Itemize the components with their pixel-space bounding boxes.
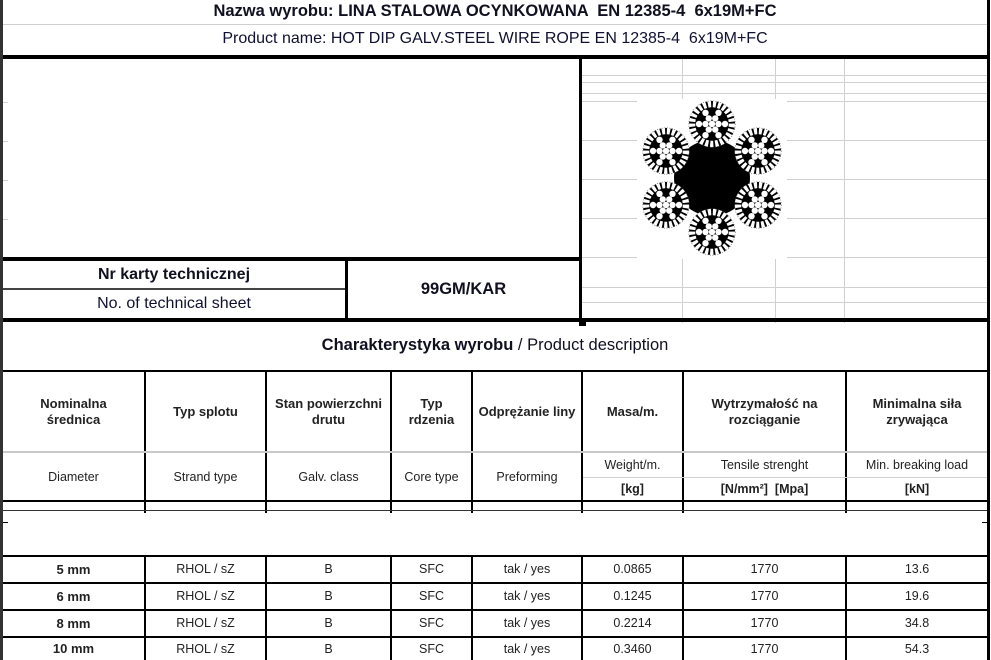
cell-weight: 0.2214: [613, 616, 652, 630]
cell-diameter: 8 mm: [56, 615, 91, 631]
cell-breaking: 13.6: [904, 562, 930, 576]
grid-line: [582, 75, 987, 76]
cell-diameter: 6 mm: [56, 588, 91, 604]
sheet-label-en: No. of technical sheet: [97, 294, 251, 312]
col-sub-breaking: Min. breaking load: [865, 457, 969, 472]
col-header-core: Typ rdzenia: [408, 395, 455, 427]
col-header-weight: Masa/m.: [606, 403, 659, 419]
sheet-number: 99GM/KAR: [420, 279, 507, 298]
section-title: [3, 322, 987, 370]
cell-breaking: 54.3: [904, 641, 930, 656]
cell-breaking: 19.6: [904, 589, 930, 603]
cell-strand: RHOL / sZ: [176, 641, 235, 656]
cell-tensile: 1770: [750, 589, 779, 603]
spacer-cover: [3, 502, 987, 510]
col-line: [845, 555, 847, 660]
row-tick: [3, 102, 8, 103]
col-header-galv: Stan powierzchni drutu: [275, 395, 382, 427]
cell-strand: RHOL / sZ: [176, 616, 235, 630]
grid-line: [582, 302, 987, 303]
col-line: [581, 555, 583, 660]
col-sub-strand: Strand type: [173, 469, 238, 484]
cell-galv: B: [324, 589, 333, 603]
cell-preforming: tak / yes: [503, 562, 551, 576]
rope-image: [637, 99, 787, 259]
cell-galv: B: [324, 562, 333, 576]
cell-core: SFC: [419, 641, 444, 656]
cell-diameter: 10 mm: [52, 641, 95, 657]
cell-core: SFC: [419, 562, 444, 576]
cell-weight: 0.3460: [613, 641, 652, 656]
cell-tensile: 1770: [750, 641, 779, 656]
col-unit-breaking: [kN]: [904, 482, 930, 496]
col-sub-core: Core type: [404, 469, 459, 484]
col-stub: [845, 502, 847, 513]
image-area: [582, 59, 987, 323]
col-stub: [390, 502, 392, 513]
cell-weight: 0.0865: [613, 562, 652, 576]
cell-tensile: 1770: [750, 562, 779, 576]
row-tick: [3, 219, 8, 220]
grid-line: [844, 59, 845, 323]
col-header-strand: Typ splotu: [173, 403, 238, 419]
col-line: [390, 555, 392, 660]
spacer-top-line: [3, 510, 987, 511]
col-stub: [682, 502, 684, 513]
spacer-cover: [3, 513, 987, 555]
section-title-pl: Charakterystyka wyrobu: [321, 336, 514, 355]
col-stub: [581, 502, 583, 513]
section-title-en: / Product description: [513, 336, 669, 355]
logo-area: [3, 59, 579, 259]
col-stub: [265, 502, 267, 513]
col-sub-tensile: Tensile strenght: [720, 457, 809, 472]
product-title-en: Product name: HOT DIP GALV.STEEL WIRE ROPE EN 12385-4 6x19M+FC: [222, 30, 768, 48]
col-unit-tensile: [N/mm²] [Mpa]: [720, 482, 809, 496]
cell-strand: RHOL / sZ: [176, 589, 235, 603]
cell-preforming: tak / yes: [503, 641, 551, 656]
left-border-top: [0, 0, 3, 660]
cell-tensile: 1770: [750, 616, 779, 630]
row-tick: [3, 141, 8, 142]
col-stub: [471, 502, 473, 513]
col-header-diameter: Nominalna średnica: [40, 395, 107, 427]
col-header-breaking: Minimalna siła zrywająca: [872, 395, 962, 427]
right-border-top: [987, 0, 990, 660]
cell-diameter: 5 mm: [56, 561, 91, 577]
col-sub-weight: Weight/m.: [604, 457, 661, 472]
cell-core: SFC: [419, 589, 444, 603]
row-tick: [3, 180, 8, 181]
col-sub-preforming: Preforming: [496, 469, 558, 484]
col-line: [265, 555, 267, 660]
grid-line: [582, 82, 987, 83]
cell-breaking: 34.8: [904, 616, 930, 630]
cell-weight: 0.1245: [613, 589, 652, 603]
col-line: [144, 555, 146, 660]
cell-galv: B: [324, 616, 333, 630]
wire-rope-cross-section-icon: [637, 99, 787, 259]
grid-line: [582, 287, 987, 288]
col-header-preforming: Odprężanie liny: [478, 403, 576, 419]
col-header-tensile: Wytrzymałość na rozciąganie: [711, 395, 818, 427]
sheet-label-pl: Nr karty technicznej: [97, 265, 251, 283]
cell-strand: RHOL / sZ: [176, 562, 235, 576]
product-title-pl: Nazwa wyrobu: LINA STALOWA OCYNKOWANA EN 12385-4 6x19M+FC: [213, 2, 777, 21]
cell-preforming: tak / yes: [503, 616, 551, 630]
col-sub-diameter: Diameter: [48, 469, 99, 484]
col-unit-weight: [kg]: [621, 482, 644, 496]
cell-preforming: tak / yes: [503, 589, 551, 603]
spacer-tick-left: [3, 522, 8, 523]
cell-galv: B: [324, 641, 333, 656]
col-sub-galv: Galv. class: [298, 469, 359, 484]
col-line: [471, 555, 473, 660]
col-line: [682, 555, 684, 660]
grid-line: [582, 93, 987, 94]
cell-core: SFC: [419, 616, 444, 630]
col-stub: [144, 502, 146, 513]
